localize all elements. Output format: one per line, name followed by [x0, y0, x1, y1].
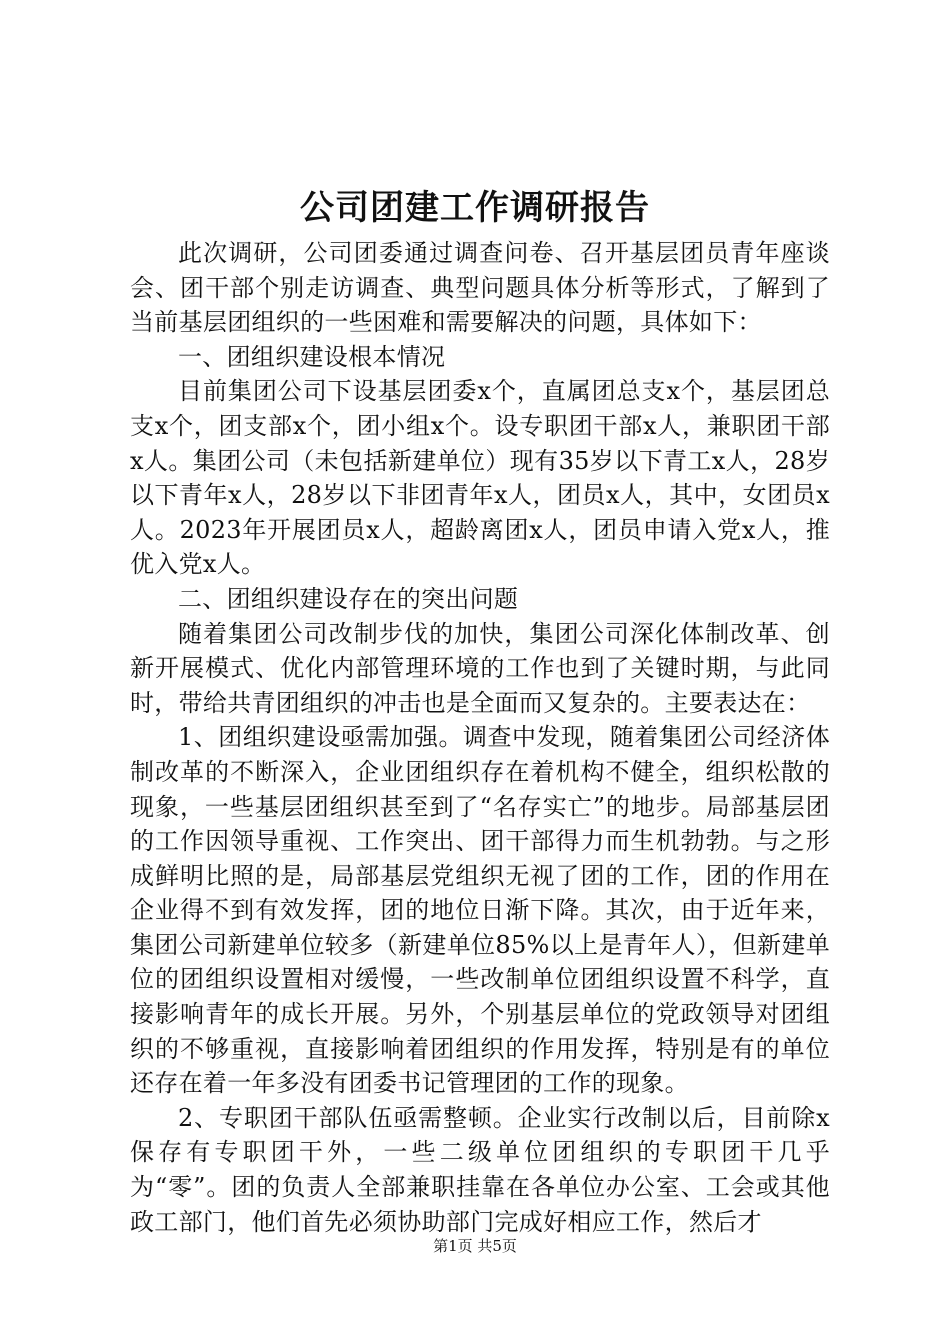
section-heading-1: 一、团组织建设根本情况 — [178, 342, 446, 371]
paragraph-problem-2: 2、专职团干部队伍亟需整顿。企业实行改制以后，目前除x保存有专职团干外，一些二级单位团组织的专职团干几乎为“零”。团的负责人全部兼职挂靠在各单位办公室、工会或其他政工部门，他们首先必须协助部门完成好相应工作，然后才 — [130, 1103, 830, 1236]
page-number: 第1页 共5页 — [433, 1237, 517, 1255]
document-title: 公司团建工作调研报告 — [300, 188, 650, 228]
paragraph-problem-1: 1、团组织建设亟需加强。调查中发现，随着集团公司经济体制改革的不断深入，企业团组织存在着机构不健全，组织松散的现象，一些基层团组织甚至到了“名存实亡”的地步。局部基层团的工作因领导重视、工作突出、团干部得力而生机勃勃。与之形成鲜明比照的是，局部基层党组织无视了团的工作，团的作用在企业得不到有效发挥，团的地位日渐下降。其次，由于近年来，集团公司新建单位较多（新建单位85%以上是青年人），但新建单位的团组织设置相对缓慢，一些改制单位团组织设置不科学，直接影响青年的成长开展。另外，个别基层单位的党政领导对团组织的不够重视，直接影响着团组织的作用发挥，特别是有的单位还存在着一年多没有团委书记管理团的工作的现象。 — [130, 723, 830, 1098]
section-heading-2: 二、团组织建设存在的突出问题 — [178, 584, 519, 613]
paragraph-problems-intro: 随着集团公司改制步伐的加快，集团公司深化体制改革、创新开展模式、优化内部管理环境的工作也到了关键时期，与此同时，带给共青团组织的冲击也是全面而又复杂的。主要表达在： — [130, 619, 830, 717]
document-body — [130, 236, 830, 1239]
paragraph-basic-situation: 目前集团公司下设基层团委x个，直属团总支x个，基层团总支x个，团支部x个，团小组x个。设专职团干部x人，兼职团干部x人。集团公司（未包括新建单位）现有35岁以下青工x人，28岁以下青年x人，28岁以下非团青年x人，团员x人，其中，女团员x人。2023年开展团员x人，超龄离团x人，团员申请入党x人，推优入党x人。 — [130, 377, 830, 579]
paragraph-intro: 此次调研，公司团委通过调查问卷、召开基层团员青年座谈会、团干部个别走访调查、典型问题具体分析等形式，了解到了当前基层团组织的一些困难和需要解决的问题，具体如下： — [130, 239, 830, 337]
